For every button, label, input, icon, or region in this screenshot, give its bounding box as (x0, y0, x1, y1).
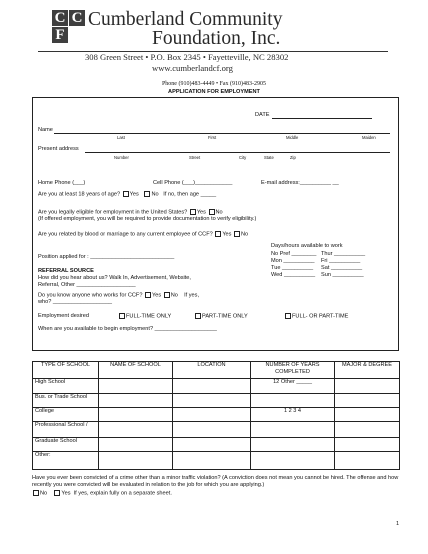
day-wed[interactable]: Wed __________ (271, 272, 316, 278)
school-location-cell[interactable] (173, 422, 251, 438)
table-row (33, 379, 400, 394)
date-field[interactable] (272, 118, 372, 119)
eligible-no-checkbox[interactable] (209, 209, 215, 215)
addr-sub-number: Number (114, 155, 129, 160)
org-address: 308 Green Street • P.O. Box 2345 • Fayetteville, NC 28302 (85, 52, 289, 62)
org-name-line1: Cumberland Community (88, 9, 283, 30)
school-location-cell[interactable] (173, 438, 251, 452)
name-sub-first: First (208, 135, 217, 140)
part-time-option[interactable] (194, 313, 248, 320)
day-fri[interactable]: Fri __________ (321, 258, 361, 264)
full-time-checkbox[interactable] (119, 313, 125, 319)
school-type-cell: Other: (33, 452, 99, 470)
phone-fax: Phone (910)483-4449 • Fax (910)483-2905 (161, 81, 267, 87)
col-type-of-school: TYPE OF SCHOOL (33, 362, 99, 379)
name-sub-last: Last (117, 135, 125, 140)
eligible-no-label: No (215, 209, 223, 216)
eligible-note: (If offered employment, you will be required to provide documentation to verify eligibility.) (38, 216, 257, 222)
eligible-question-text: Are you legally eligible for employment in the United States? (38, 209, 188, 216)
day-mon[interactable]: Mon __________ (271, 258, 315, 264)
full-time-label: FULL-TIME ONLY (126, 313, 172, 320)
age-question-text: Are you at least 18 years of age? (38, 191, 121, 198)
logo-letter-c1: C (52, 10, 68, 26)
school-major-cell[interactable] (335, 438, 400, 452)
school-name-cell[interactable] (99, 394, 173, 408)
table-row (33, 438, 400, 452)
school-major-cell[interactable] (335, 408, 400, 422)
referral-question: How did you hear about us? Walk In, Advertisement, Website, (38, 275, 191, 281)
school-major-cell[interactable] (335, 422, 400, 438)
know-question-text: Do you know anyone who works for CCF? (38, 292, 143, 299)
referral-other[interactable]: Referral, Other ___________________ (38, 282, 136, 288)
school-table-header (33, 362, 400, 379)
col-years-completed: NUMBER OF YEARS COMPLETED (251, 362, 335, 379)
school-location-cell[interactable] (173, 394, 251, 408)
know-yes-label: Yes (152, 292, 162, 299)
related-no-label: No (241, 231, 249, 238)
age-no-label: No (151, 191, 159, 198)
conviction-no-checkbox[interactable] (33, 490, 39, 496)
begin-employment-field[interactable]: When are you available to begin employment? ____________________ (38, 326, 217, 332)
school-years-cell[interactable]: 12 Other _____ (251, 379, 335, 394)
know-yes-checkbox[interactable] (145, 292, 151, 298)
full-or-part-checkbox[interactable] (285, 313, 291, 319)
org-website: www.cumberlandcf.org (152, 63, 233, 73)
address-field[interactable] (85, 152, 390, 153)
col-major-degree: MAJOR & DEGREE (335, 362, 400, 379)
home-phone-label[interactable]: Home Phone (___) (38, 180, 86, 186)
school-years-cell[interactable] (251, 438, 335, 452)
school-years-cell[interactable] (251, 422, 335, 438)
conviction-question: Have you ever been convicted of a crime other than a minor traffic violation? (A conviction does not mean you cannot be hired. The offense and how recently you were convicted will be evaluated in relation to the job for which you are applying.) (32, 475, 399, 488)
eligible-yes-checkbox[interactable] (190, 209, 196, 215)
school-type-cell: College (33, 408, 99, 422)
age-yes-label: Yes (129, 191, 139, 198)
cell-phone-label[interactable]: Cell Phone (___)____________ (153, 180, 233, 186)
table-row (33, 422, 400, 438)
part-time-label: PART-TIME ONLY (202, 313, 248, 320)
conviction-no-label: No (40, 490, 48, 497)
table-row (33, 452, 400, 470)
school-name-cell[interactable] (99, 422, 173, 438)
page-number: 1 (396, 521, 400, 527)
days-title: Days/hours available to work (271, 243, 343, 249)
day-no-pref[interactable]: No Pref ________ (271, 251, 317, 257)
age-yes-checkbox[interactable] (123, 191, 129, 197)
school-location-cell[interactable] (173, 408, 251, 422)
age-no-checkbox[interactable] (144, 191, 150, 197)
org-name-line2: Foundation, Inc. (152, 28, 281, 49)
conviction-yes-label: Yes (61, 490, 71, 497)
age-question (38, 191, 216, 198)
know-no-checkbox[interactable] (164, 292, 170, 298)
full-time-option[interactable] (118, 313, 171, 320)
logo-letter-f: F (52, 27, 68, 43)
school-major-cell[interactable] (335, 452, 400, 470)
school-name-cell[interactable] (99, 408, 173, 422)
related-question-text: Are you related by blood or marriage to any current employee of CCF? (38, 231, 213, 238)
name-sub-middle: Middle (286, 135, 299, 140)
related-question (38, 231, 248, 238)
addr-sub-city: City (239, 155, 247, 160)
know-who-field[interactable]: who? ___________________ (38, 299, 113, 305)
school-years-cell[interactable] (251, 452, 335, 470)
school-years-cell[interactable]: 1 2 3 4 (251, 408, 335, 422)
name-label: Name (38, 127, 53, 133)
col-location: LOCATION (173, 362, 251, 379)
school-major-cell[interactable] (335, 394, 400, 408)
know-if-yes: If yes, (184, 292, 200, 299)
day-sat[interactable]: Sat __________ (321, 265, 363, 271)
school-name-cell[interactable] (99, 379, 173, 394)
school-location-cell[interactable] (173, 379, 251, 394)
full-or-part-label: FULL- OR PART-TIME (292, 313, 349, 320)
day-tue[interactable]: Tue __________ (271, 265, 314, 271)
part-time-checkbox[interactable] (195, 313, 201, 319)
school-years-cell[interactable] (251, 394, 335, 408)
related-no-checkbox[interactable] (234, 231, 240, 237)
school-type-cell: High School (33, 379, 99, 394)
school-type-cell: Bus. or Trade School (33, 394, 99, 408)
addr-sub-zip: Zip (290, 155, 296, 160)
school-name-cell[interactable] (99, 438, 173, 452)
table-row (33, 408, 400, 422)
full-or-part-option[interactable] (284, 313, 348, 320)
know-no-label: No (170, 292, 178, 299)
form-title: APPLICATION FOR EMPLOYMENT (168, 89, 260, 95)
addr-sub-street: Street (189, 155, 201, 160)
addr-sub-state: State (264, 155, 274, 160)
related-yes-label: Yes (222, 231, 232, 238)
conviction-yes-checkbox[interactable] (54, 490, 60, 496)
conviction-explain: If yes, explain fully on a separate sheet. (73, 490, 172, 497)
school-table (32, 361, 400, 470)
school-location-cell[interactable] (173, 452, 251, 470)
date-label: DATE (255, 112, 270, 118)
conviction-options (32, 490, 172, 497)
name-sub-maiden: Maiden (362, 135, 376, 140)
address-label: Present address (38, 146, 79, 152)
day-thur[interactable]: Thur __________ (321, 251, 366, 257)
employment-desired-label: Employment desired (38, 313, 89, 319)
eligible-yes-label: Yes (196, 209, 206, 216)
school-name-cell[interactable] (99, 452, 173, 470)
email-label[interactable]: E-mail address:__________ __ (261, 180, 339, 186)
position-field[interactable]: Position applied for : ___________________________ (38, 254, 175, 260)
school-type-cell: Professional School / (33, 422, 99, 438)
school-major-cell[interactable] (335, 379, 400, 394)
col-name-of-school: NAME OF SCHOOL (99, 362, 173, 379)
related-yes-checkbox[interactable] (215, 231, 221, 237)
logo-letter-c2: C (69, 10, 85, 26)
name-field[interactable] (54, 133, 390, 134)
day-sun[interactable]: Sun __________ (321, 272, 364, 278)
age-if-no: If no, then age _____ (163, 191, 217, 198)
referral-title: REFERRAL SOURCE (38, 268, 94, 274)
table-row (33, 394, 400, 408)
school-type-cell: Graduate School (33, 438, 99, 452)
